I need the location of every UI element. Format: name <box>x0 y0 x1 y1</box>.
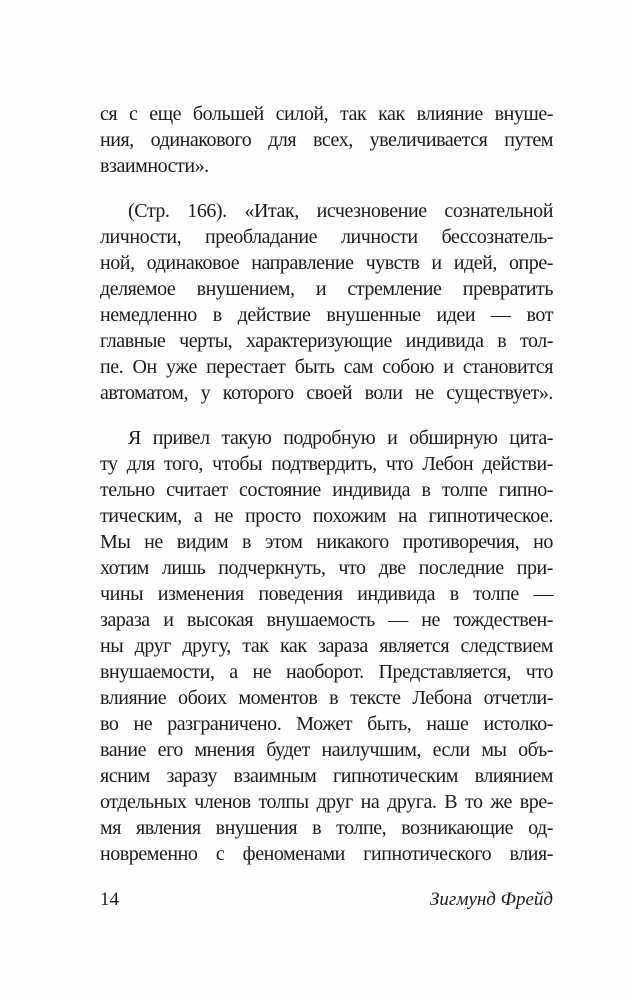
paragraph <box>100 425 553 867</box>
text-line: Мы не видим в этом никакого противоречия, но <box>100 531 553 553</box>
text-line: пе. Он уже перестает быть сам собою и становится <box>100 356 553 378</box>
paragraph <box>100 101 553 179</box>
text-line: деляемое внушением, и стремление превратить <box>100 278 553 300</box>
text-line: чины изменения поведения индивида в толпе — <box>100 583 553 605</box>
text-line: зараза и высокая внушаемость — не тождествен- <box>100 609 553 631</box>
text-line: ся с еще большей силой, так как влияние внуше- <box>100 103 553 125</box>
text-line: ной, одинаковое направление чувств и идей, опре- <box>100 252 553 274</box>
text-line: ния, одинакового для всех, увеличивается путем <box>100 129 553 151</box>
text-line: во не разграничено. Может быть, наше истолко- <box>100 713 553 735</box>
text-line: главные черты, характеризующие индивида в тол- <box>100 330 553 352</box>
text-line: хотим лишь подчеркнуть, что две последние при- <box>100 557 553 579</box>
text-line: внушаемости, а не наоборот. Представляется, что <box>100 661 553 683</box>
text-line: мя явления внушения в толпе, возникающие од- <box>100 817 553 839</box>
running-author: Зигмунд Фрейд <box>430 889 553 910</box>
text-line: Я привел такую подробную и обширную цита- <box>128 427 553 449</box>
text-line: влияние обоих моментов в тексте Лебона отчетли- <box>100 687 553 709</box>
text-line: тическим, а не просто похожим на гипнотическое. <box>100 505 553 527</box>
text-line: отдельных членов толпы друг на друга. В то же вре- <box>100 791 553 813</box>
text-line: вание его мнения будет наилучшим, если мы объ- <box>100 739 553 761</box>
text-line: ясним заразу взаимным гипнотическим влиянием <box>100 765 553 787</box>
body-text <box>100 101 553 867</box>
text-line: (Стр. 166). «Итак, исчезновение сознательной <box>128 200 553 222</box>
page-footer <box>100 888 553 912</box>
page-number: 14 <box>100 889 119 910</box>
text-line: ту для того, чтобы подтвердить, что Лебон действи- <box>100 453 553 475</box>
paragraph <box>100 198 553 406</box>
text-line: новременно с феноменами гипнотического влия- <box>100 843 553 865</box>
text-line: личности, преобладание личности бессознатель- <box>100 226 553 248</box>
text-line: немедленно в действие внушенные идеи — вот <box>100 304 553 326</box>
text-line: тельно считает состояние индивида в толпе гипно- <box>100 479 553 501</box>
text-line: ны друг другу, так как зараза является следствием <box>100 635 553 657</box>
text-line: взаимности». <box>100 155 209 177</box>
text-line: автоматом, у которого своей воли не существует». <box>100 382 553 404</box>
